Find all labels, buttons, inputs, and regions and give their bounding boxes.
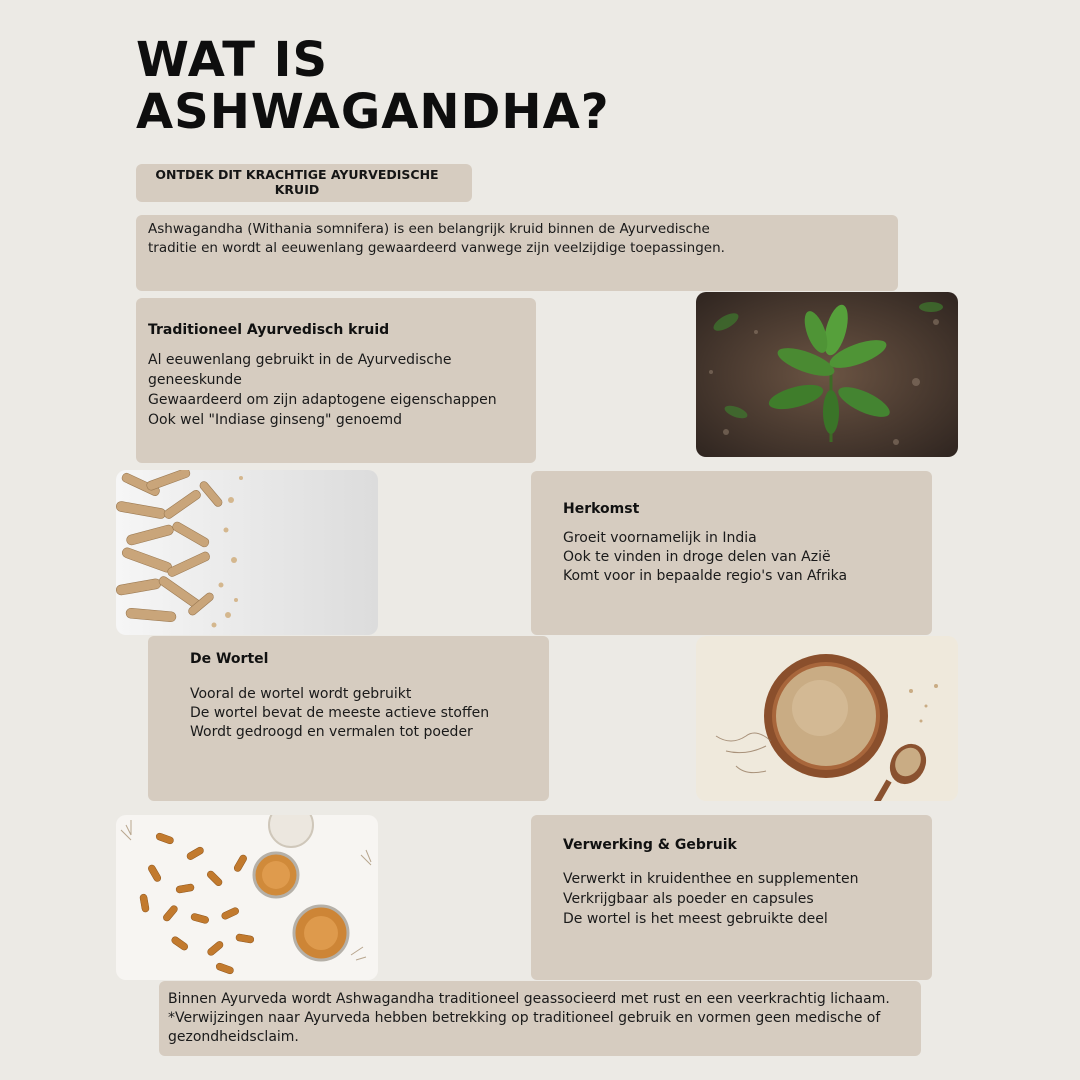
section-card-traditional <box>136 298 536 463</box>
section-list <box>563 869 900 929</box>
list-item: Wordt gedroogd en vermalen tot poeder <box>190 724 473 740</box>
page-title <box>136 34 836 138</box>
plant-photo <box>696 292 958 457</box>
section-card-processing <box>531 815 932 980</box>
section-heading: De Wortel <box>190 651 269 667</box>
section-list <box>148 350 524 430</box>
jar-1 <box>254 853 298 897</box>
intro-card <box>136 215 898 291</box>
dried-roots-photo <box>116 470 378 635</box>
list-item: Al eeuwenlang gebruikt in de Ayurvedische geneeskunde <box>148 352 452 388</box>
list-item: Groeit voornamelijk in India <box>563 530 757 546</box>
powder-bowl-photo <box>696 636 958 801</box>
intro-text: Ashwagandha (Withania somnifera) is een belangrijk kruid binnen de Ayurvedische traditie en wordt al eeuwenlang gewaardeerd vanwege zijn veelzijdige toepassingen. <box>148 221 725 256</box>
section-list <box>563 529 900 586</box>
jar-2 <box>294 906 348 960</box>
section-heading: Verwerking & Gebruik <box>563 837 737 853</box>
title-line-1: WAT IS <box>136 32 329 88</box>
section-card-root <box>148 636 549 801</box>
bowl <box>764 654 888 778</box>
list-item: Vooral de wortel wordt gebruikt <box>190 686 412 702</box>
section-heading: Herkomst <box>563 501 640 517</box>
list-item: Komt voor in bepaalde regio's van Afrika <box>563 568 848 584</box>
list-item: Ook te vinden in droge delen van Azië <box>563 549 831 565</box>
list-item: Verwerkt in kruidenthee en supplementen <box>563 871 859 887</box>
capsules-photo <box>116 815 378 980</box>
list-item: Gewaardeerd om zijn adaptogene eigenschappen <box>148 392 497 408</box>
section-card-origin <box>531 471 932 635</box>
subtitle-badge: ONTDEK DIT KRACHTIGE AYURVEDISCHE KRUID <box>136 164 472 202</box>
title-line-2: ASHWAGANDHA? <box>136 84 610 140</box>
section-list <box>190 685 507 742</box>
list-item: Ook wel "Indiase ginseng" genoemd <box>148 412 402 428</box>
list-item: De wortel bevat de meeste actieve stoffen <box>190 705 490 721</box>
list-item: De wortel is het meest gebruikte deel <box>563 911 828 927</box>
footer-disclaimer <box>159 981 921 1056</box>
footer-text: Binnen Ayurveda wordt Ashwagandha traditioneel geassocieerd met rust en een veerkrachtig lichaam. *Verwijzingen naar Ayurveda hebben betrekking op traditioneel gebruik en vormen geen medische of gezondheidsclaim. <box>168 991 890 1045</box>
section-heading: Traditioneel Ayurvedisch kruid <box>148 322 390 338</box>
list-item: Verkrijgbaar als poeder en capsules <box>563 891 814 907</box>
